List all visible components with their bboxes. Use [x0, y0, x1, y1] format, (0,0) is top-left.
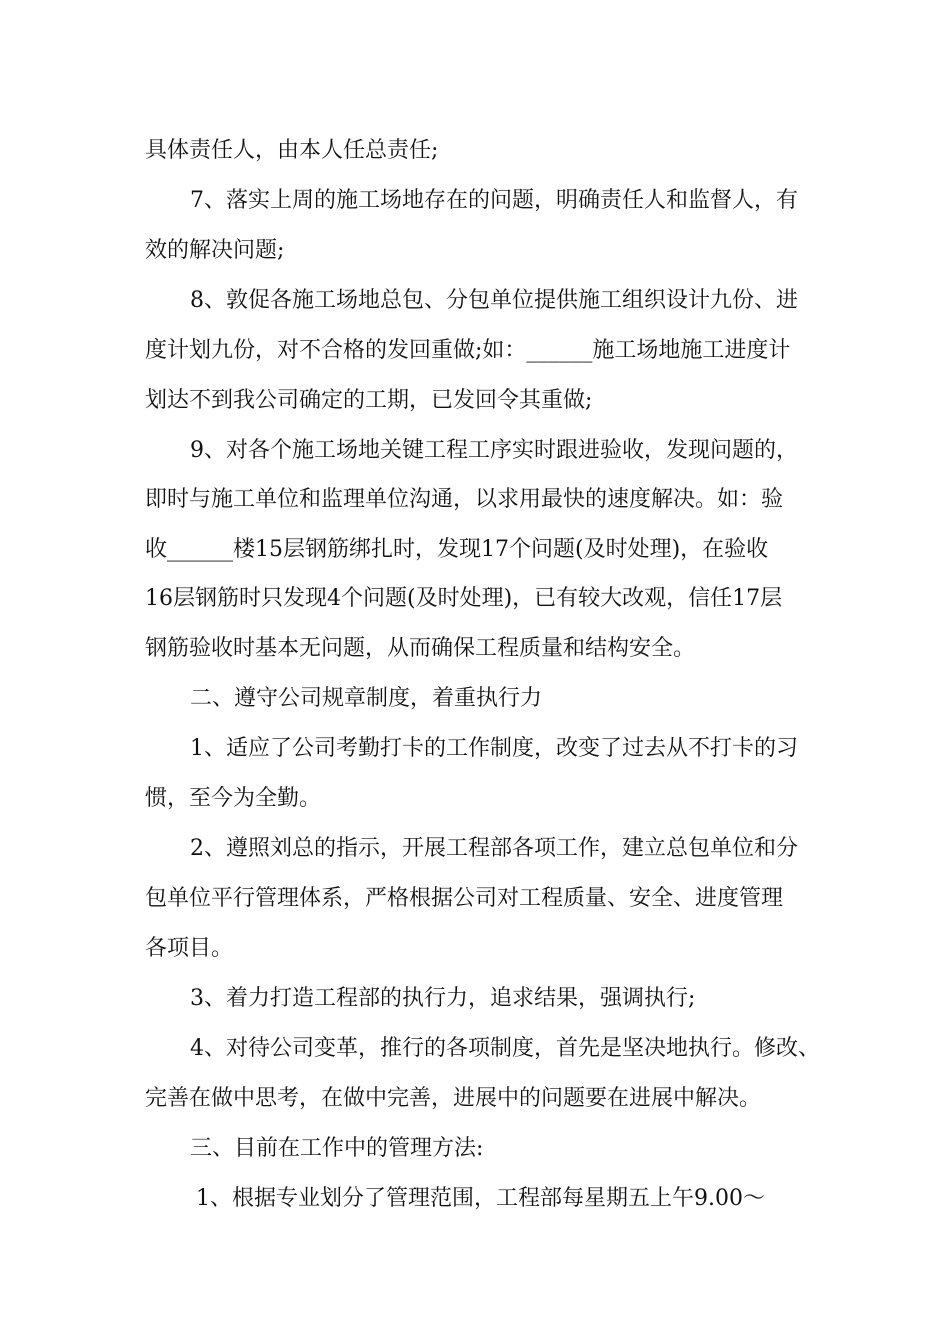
text-line: 2、遵照刘总的指示，开展工程部各项工作，建立总包单位和分: [190, 836, 798, 861]
text-line: 3、着力打造工程部的执行力，追求结果，强调执行;: [190, 986, 696, 1011]
text-line: 1、根据专业划分了管理范围，工程部每星期五上午9.00～: [196, 1186, 765, 1211]
text-line: 划达不到我公司确定的工期，已发回令其重做;: [145, 388, 593, 413]
text-line: 各项目。: [145, 936, 234, 961]
text-line: 1、适应了公司考勤打卡的工作制度，改变了过去从不打卡的习: [190, 736, 798, 761]
section-heading: 三、目前在工作中的管理方法:: [190, 1136, 484, 1161]
section-heading: 二、遵守公司规章制度，着重执行力: [190, 686, 543, 711]
text-line: 收______楼15层钢筋绑扎时，发现17个问题(及时处理)，在验收: [145, 537, 769, 562]
text-line: 度计划九份，对不合格的发回重做;如：______施工场地施工进度计: [145, 338, 791, 363]
text-line: 即时与施工单位和监理单位沟通，以求用最快的速度解决。如：验: [145, 487, 784, 512]
text-line: 具体责任人，由本人任总责任;: [145, 138, 439, 163]
text-line: 9、对各个施工场地关键工程工序实时跟进验收，发现问题的，: [190, 438, 798, 463]
text-line: 惯，至今为全勤。: [145, 786, 322, 811]
text-line: 8、敦促各施工场地总包、分包单位提供施工组织设计九份、进: [190, 288, 798, 313]
text-line: 包单位平行管理体系，严格根据公司对工程质量、安全、进度管理: [145, 886, 784, 911]
text-line: 效的解决问题;: [145, 238, 285, 263]
text-line: 4、对待公司变革，推行的各项制度，首先是坚决地执行。修改、: [190, 1036, 820, 1061]
text-line: 完善在做中思考，在做中完善，进展中的问题要在进展中解决。: [145, 1086, 762, 1111]
text-line: 钢筋验收时基本无问题，从而确保工程质量和结构安全。: [145, 636, 696, 661]
text-line: 7、落实上周的施工场地存在的问题，明确责任人和监督人，有: [190, 188, 798, 213]
text-line: 16层钢筋时只发现4个问题(及时处理)，已有较大改观，信任17层: [145, 586, 783, 611]
